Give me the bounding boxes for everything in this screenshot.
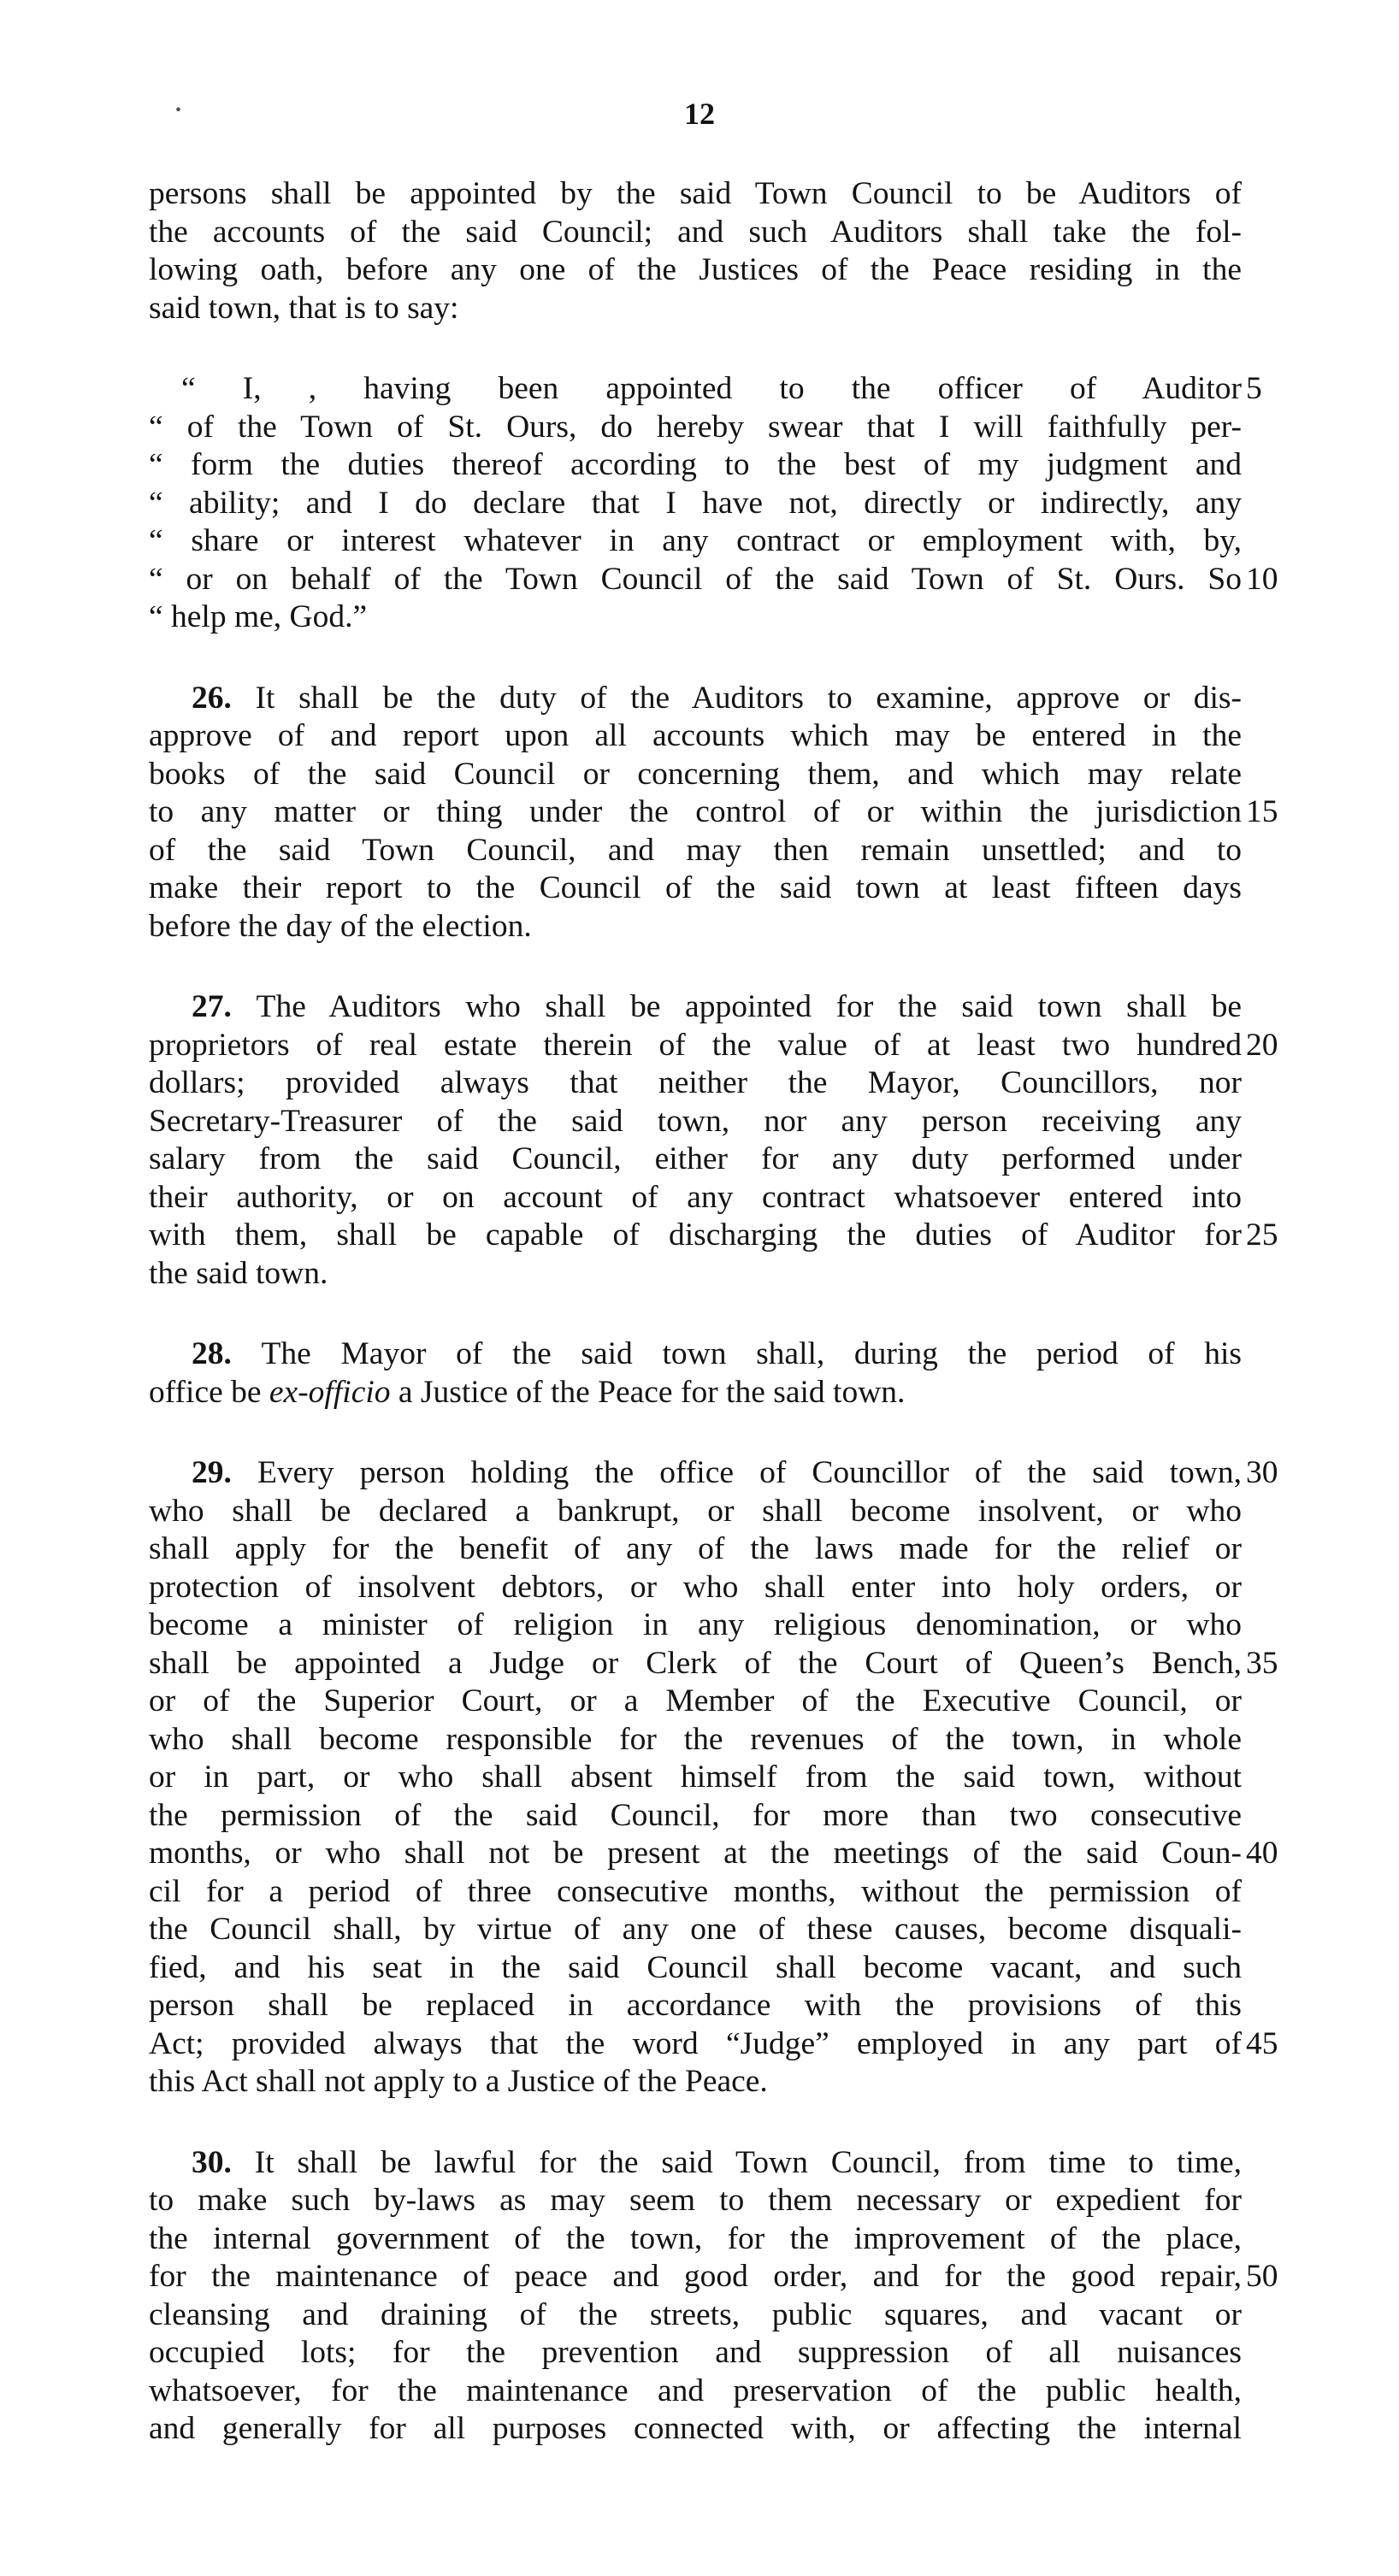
line-text: person shall be replaced in accordance with the provisions of this	[149, 1988, 1242, 2023]
text-line	[149, 1721, 1242, 1760]
section-number: 26.	[192, 680, 256, 716]
line-text: Act; provided always that the word “Judge” employed in any part of	[149, 2025, 1242, 2061]
line-text: lowing oath, before any one of the Justices of the Peace residing in the	[149, 252, 1242, 287]
text-line	[149, 2182, 1242, 2220]
line-text: The Auditors who shall be appointed for the said town shall be	[256, 989, 1243, 1024]
text-line	[149, 1949, 1242, 1988]
line-text: “ help me, God.”	[149, 599, 368, 634]
line-text: Every person holding the office of Councillor of the said town,	[257, 1455, 1243, 1490]
text-line	[149, 1797, 1242, 1836]
line-text: occupied lots; for the prevention and suppression of all nuisances	[149, 2335, 1242, 2370]
section-26	[149, 680, 1278, 946]
line-number: 10	[1246, 561, 1278, 597]
text-line	[149, 561, 1278, 599]
text-line	[149, 1064, 1242, 1103]
line-text: salary from the said Council, either for any duty performed under	[149, 1141, 1242, 1176]
line-number: 40	[1246, 1836, 1278, 1871]
line-text: whatsoever, for the maintenance and preservation of the public health,	[149, 2373, 1242, 2408]
text-line	[149, 717, 1242, 756]
line-text: the accounts of the said Council; and such Auditors shall take the fol-	[149, 214, 1242, 250]
italic-term: ex-officio	[269, 1374, 391, 1410]
line-text: “ of the Town of St. Ours, do hereby swear that I will faithfully per-	[149, 409, 1242, 445]
text-line	[149, 2063, 1242, 2101]
line-text: months, or who shall not be present at the meetings of the said Coun-	[149, 1836, 1242, 1871]
line-text: “ or on behalf of the Town Council of the said Town of St. Ours. So	[149, 561, 1242, 597]
line-number: 50	[1246, 2259, 1278, 2294]
text-line	[149, 1911, 1242, 1949]
line-text: the permission of the said Council, for more than two consecutive	[149, 1797, 1242, 1833]
text-line	[149, 869, 1242, 908]
text-line	[149, 1683, 1242, 1721]
text-line	[149, 175, 1242, 214]
section-30	[149, 2144, 1278, 2449]
line-number: 20	[1246, 1027, 1278, 1063]
page-number: 12	[684, 97, 715, 131]
text-line	[149, 2220, 1242, 2259]
line-text: to make such by-laws as may seem to them necessary or expedient for	[149, 2183, 1242, 2218]
text-line	[149, 1873, 1242, 1912]
text-line	[149, 1493, 1242, 1531]
text-line	[149, 1374, 1242, 1412]
text-line	[149, 446, 1242, 485]
line-text: make their report to the Council of the said town at least fifteen days	[149, 870, 1242, 905]
line-text: of the said Town Council, and may then remain unsettled; and to	[149, 832, 1242, 868]
ink-speck: •	[175, 101, 182, 120]
text-line	[149, 1217, 1278, 1255]
line-text: become a minister of religion in any religious denomination, or who	[149, 1607, 1242, 1642]
line-number: 15	[1246, 794, 1278, 829]
line-text: with them, shall be capable of discharging the duties of Auditor for	[149, 1217, 1242, 1253]
text-line	[149, 988, 1242, 1027]
text-line	[149, 2334, 1242, 2373]
line-text: the Council shall, by virtue of any one of these causes, become disquali-	[149, 1912, 1242, 1947]
line-number: 30	[1246, 1455, 1278, 1490]
text-line	[149, 1103, 1242, 1141]
text-line	[149, 214, 1242, 252]
line-text: “ share or interest whatever in any contract or employment with, by,	[149, 523, 1242, 558]
line-text: shall be appointed a Judge or Clerk of the Court of Queen’s Bench,	[149, 1645, 1242, 1681]
line-text: to any matter or thing under the control of or within the jurisdiction	[149, 794, 1242, 829]
section-28	[149, 1335, 1242, 1412]
document-body	[149, 175, 1278, 2491]
text-line	[149, 251, 1242, 290]
line-text: protection of insolvent debtors, or who shall enter into holy orders, or	[149, 1569, 1242, 1605]
text-line	[149, 522, 1242, 561]
text-line	[149, 2296, 1242, 2335]
line-text: fied, and his seat in the said Council shall become vacant, and such	[149, 1949, 1242, 1985]
text-line	[149, 290, 1242, 328]
text-line	[149, 1645, 1278, 1683]
line-text: It shall be the duty of the Auditors to examine, approve or dis-	[255, 680, 1243, 716]
text-line	[149, 1835, 1278, 1873]
text-line	[149, 598, 1242, 637]
text-line	[149, 2373, 1242, 2411]
line-number: 35	[1246, 1645, 1278, 1681]
text-line	[149, 1759, 1242, 1797]
line-text: It shall be lawful for the said Town Council, from time to time,	[254, 2144, 1243, 2180]
line-text: “ form the duties thereof according to the best of my judgment and	[149, 447, 1242, 482]
line-text: shall apply for the benefit of any of the laws made for the relief or	[149, 1531, 1242, 1566]
line-text: The Mayor of the said town shall, during the period of his	[261, 1336, 1242, 1371]
line-text: and generally for all purposes connected with, or affecting the internal	[149, 2411, 1242, 2446]
text-line	[149, 2258, 1278, 2296]
text-line	[149, 1987, 1242, 2025]
text-line	[149, 1454, 1278, 1493]
line-text: Secretary-Treasurer of the said town, nor any person receiving any	[149, 1103, 1242, 1139]
intro-paragraph	[149, 175, 1242, 327]
line-number: 25	[1246, 1217, 1278, 1253]
text-line	[149, 2144, 1242, 2183]
line-text: before the day of the election.	[149, 908, 532, 944]
line-text: “ ability; and I do declare that I have not, directly or indirectly, any	[149, 485, 1242, 521]
line-text: for the maintenance of peace and good order, and for the good repair,	[149, 2259, 1242, 2294]
text-line	[149, 1530, 1242, 1569]
text-line	[149, 485, 1242, 523]
text-line	[149, 1255, 1242, 1294]
line-text: the said town.	[149, 1255, 328, 1291]
line-text: who shall be declared a bankrupt, or shall become insolvent, or who	[149, 1493, 1242, 1529]
section-27	[149, 988, 1278, 1293]
line-text: who shall become responsible for the revenues of the town, in whole	[149, 1721, 1242, 1757]
section-number: 27.	[192, 989, 257, 1024]
line-text: dollars; provided always that neither the Mayor, Councillors, nor	[149, 1065, 1242, 1100]
line-text: cil for a period of three consecutive months, without the permission of	[149, 1873, 1242, 1909]
line-text: approve of and report upon all accounts which may be entered in the	[149, 718, 1242, 753]
text-line	[149, 756, 1242, 794]
oath-paragraph	[149, 370, 1278, 637]
text-line	[149, 409, 1242, 447]
line-text: books of the said Council or concerning them, and which may relate	[149, 756, 1242, 792]
line-text: this Act shall not apply to a Justice of the Peace.	[149, 2064, 768, 2099]
line-text: or of the Superior Court, or a Member of the Executive Council, or	[149, 1683, 1242, 1718]
text-line	[149, 1179, 1242, 1217]
section-number: 28.	[192, 1336, 262, 1371]
section-number: 29.	[192, 1455, 257, 1490]
text-line	[149, 908, 1242, 946]
text-line	[149, 1569, 1242, 1607]
line-text: “ I, , having been appointed to the officer of Auditor	[181, 371, 1242, 406]
line-text: said town, that is to say:	[149, 290, 459, 326]
text-line	[149, 1141, 1242, 1179]
line-number: 5	[1246, 371, 1262, 406]
text-line	[149, 1335, 1242, 1374]
line-text: the internal government of the town, for the improvement of the place,	[149, 2220, 1242, 2256]
section-29	[149, 1454, 1278, 2101]
text-line	[149, 793, 1278, 832]
line-text: office be ex-officio a Justice of the Peace for the said town.	[149, 1374, 906, 1410]
text-line	[149, 832, 1242, 870]
section-number: 30.	[192, 2144, 255, 2180]
text-line	[149, 2025, 1278, 2064]
line-text: or in part, or who shall absent himself from the said town, without	[149, 1760, 1242, 1795]
text-line	[149, 370, 1262, 409]
text-line	[149, 1027, 1278, 1065]
text-line	[149, 1606, 1242, 1645]
line-number: 45	[1246, 2025, 1278, 2061]
text-line	[149, 2410, 1242, 2449]
line-text: proprietors of real estate therein of the value of at least two hundred	[149, 1027, 1242, 1063]
line-text: cleansing and draining of the streets, public squares, and vacant or	[149, 2296, 1242, 2332]
text-line	[149, 680, 1242, 718]
line-text: their authority, or on account of any contract whatsoever entered into	[149, 1179, 1242, 1215]
line-text: persons shall be appointed by the said Town Council to be Auditors of	[149, 176, 1242, 211]
